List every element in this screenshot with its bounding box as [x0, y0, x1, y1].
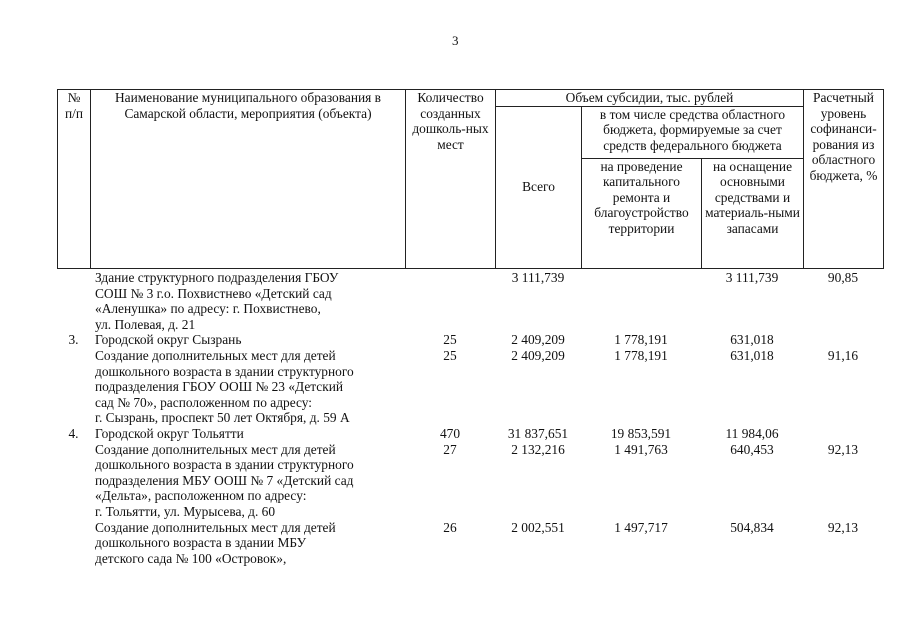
row-total: 2 132,216	[511, 441, 565, 457]
row-places: 25	[443, 347, 457, 363]
row-equip: 11 984,06	[725, 425, 779, 441]
row-repair: 1 778,191	[614, 332, 668, 348]
table-header	[57, 89, 884, 269]
row-equip: 640,453	[730, 441, 774, 457]
header-total: Всего	[496, 106, 582, 268]
page-number: 3	[452, 33, 459, 48]
row-number: 4.	[68, 425, 79, 441]
row-total: 2 409,209	[511, 347, 565, 363]
header-name: Наименование муниципального образования в Самарской области, мероприятия (объекта)	[91, 90, 406, 269]
row-rate: 92,13	[827, 519, 859, 535]
header-repair: на проведение капитального ремонта и благоустройство территории	[582, 158, 702, 268]
row-repair: 1 491,763	[614, 441, 668, 457]
row-total: 2 002,551	[511, 519, 565, 535]
header-subsidy: Объем субсидии, тыс. рублей	[496, 90, 804, 107]
row-rate: 92,13	[827, 441, 859, 457]
row-total: 3 111,739	[511, 270, 565, 285]
row-equip: 631,018	[730, 332, 774, 348]
row-name: Создание дополнительных мест для детей дошкольного возраста в здании структурного подразделения ГБОУ ООШ № 23 «Детский сад № 70», расположенном по адресу: г. Сызрань, проспект 50 лет Октября, д. 59 А	[95, 347, 354, 426]
row-name: Создание дополнительных мест для детей дошкольного возраста в здании структурного подразделения МБУ ООШ № 7 «Детский сад «Дельта», расположенном по адресу: г. Тольятти, ул. Мурысева, д. 60	[95, 441, 354, 519]
header-equip: на оснащение основными средствами и материаль-ными запасами	[702, 158, 804, 268]
header-places: Количество созданных дошколь-ных мест	[406, 90, 496, 269]
row-rate: 90,85	[827, 270, 859, 285]
table-row	[57, 270, 883, 332]
row-name: Городской округ Тольятти	[95, 425, 244, 441]
table-row	[57, 348, 883, 426]
row-total: 2 409,209	[511, 332, 565, 348]
header-incl: в том числе средства областного бюджета, формируемые за счет средств федерального бюджета	[582, 106, 804, 158]
row-equip: 3 111,739	[725, 270, 779, 285]
row-total: 31 837,651	[507, 425, 569, 441]
row-number: 3.	[68, 332, 79, 348]
row-equip: 504,834	[730, 519, 774, 535]
table-body	[57, 270, 883, 566]
table-row	[57, 520, 883, 567]
table-row	[57, 426, 883, 442]
row-places: 27	[443, 441, 457, 457]
row-name: Создание дополнительных мест для детей дошкольного возраста в здании МБУ детского сада № 100 «Островок»,	[95, 519, 336, 566]
row-rate: 91,16	[827, 347, 859, 363]
row-places: 25	[443, 332, 457, 348]
row-places: 26	[443, 519, 457, 535]
header-num: № п/п	[58, 90, 91, 269]
row-places: 470	[439, 425, 461, 441]
row-repair: 1 778,191	[614, 347, 668, 363]
row-repair: 19 853,591	[610, 425, 672, 441]
header-rate: Расчетный уровень софинанси-рования из областного бюджета, %	[804, 90, 884, 269]
row-repair: 1 497,717	[614, 519, 668, 535]
table-row	[57, 442, 883, 520]
row-equip: 631,018	[730, 347, 774, 363]
row-name: Здание структурного подразделения ГБОУ СОШ № 3 г.о. Похвистнево «Детский сад «Аленушка» по адресу: г. Похвистнево, ул. Полевая, д. 21	[95, 270, 339, 332]
row-name: Городской округ Сызрань	[95, 332, 242, 348]
table-row	[57, 332, 883, 348]
